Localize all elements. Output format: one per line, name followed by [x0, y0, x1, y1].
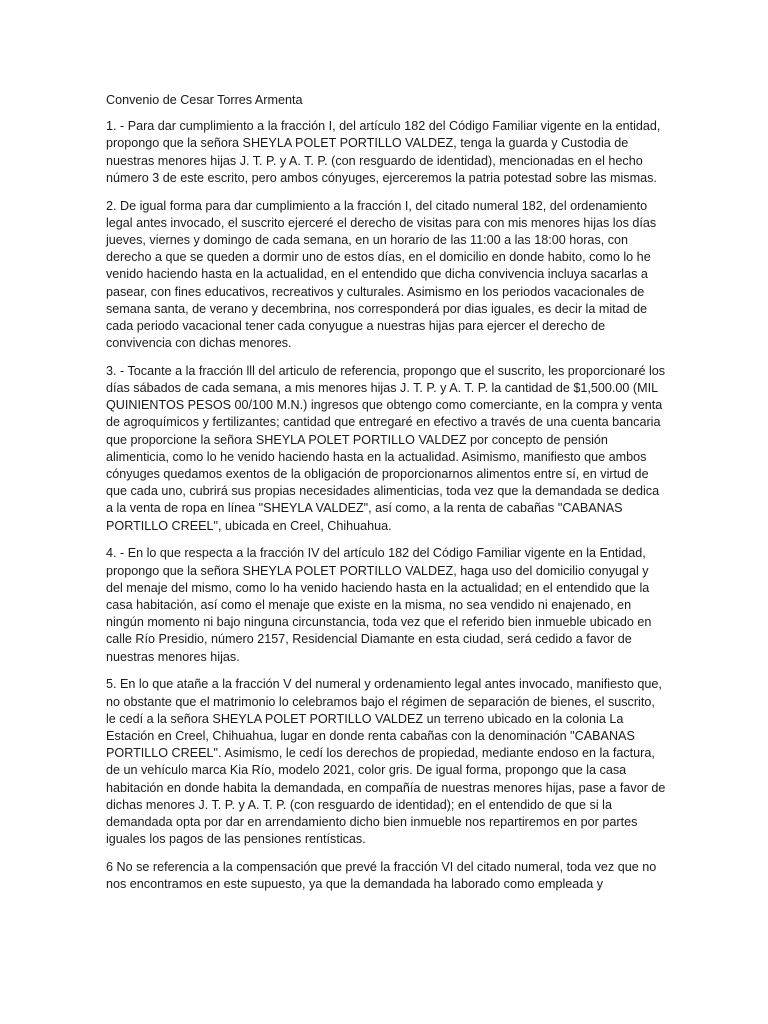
paragraph-3: 3. - Tocante a la fracción lll del articulo de referencia, propongo que el suscrito, les proporcionaré los días sábados de cada semana, a mis menores hijas J. T. P. y A. T. P. la cantidad de $1,500.00 (MIL QUINIENTOS PESOS 00/100 M.N.) ingresos que obtengo como comerciante, en la compra y venta de agroquímicos y fertilizantes; cantidad que entregaré en efectivo a través de una cuenta bancaria que proporcione la señora SHEYLA POLET PORTILLO VALDEZ por concepto de pensión alimenticia, como lo he venido haciendo hasta en la actualidad. Asimismo, manifiesto que ambos cónyuges quedamos exentos de la obligación de proporcionarnos alimentos entre sí, en virtud de que cada uno, cubrirá sus propias necesidades alimenticias, toda vez que la demandada se dedica a la venta de ropa en línea "SHEYLA VALDEZ", así como, a la renta de cabañas "CABANAS PORTILLO CREEL", ubicada en Creel, Chihuahua.	[106, 363, 666, 533]
paragraph-4: 4. - En lo que respecta a la fracción IV del artículo 182 del Código Familiar vigente en la Entidad, propongo que la señora SHEYLA POLET PORTILLO VALDEZ, haga uso del domicilio conyugal y del menaje del mismo, como lo ha venido haciendo hasta en la actualidad; en el entendido que la casa habitación, así como el menaje que existe en la misma, no sea vendido ni enajenado, en ningún momento ni bajo ninguna circunstancia, toda vez que el referido bien inmueble ubicado en calle Río Presidio, número 2157, Residencial Diamante en esta ciudad, será cedido a favor de nuestras menores hijas.	[106, 546, 652, 664]
document-title: Convenio de Cesar Torres Armenta	[106, 93, 303, 107]
paragraph-2: 2. De igual forma para dar cumplimiento a la fracción I, del citado numeral 182, del ordenamiento legal antes invocado, el suscrito ejerceré el derecho de visitas para con mis menores hijas los días jueves, viernes y domingo de cada semana, en un horario de las 11:00 a las 18:00 horas, con derecho a que se queden a dormir uno de estos días, en el domicilio en donde habito, como lo he venido haciendo hasta en la actualidad, en el entendido que dicha convivencia incluya sacarlas a pasear, con fines educativos, recreativos y culturales. Asimismo en los periodos vacacionales de semana santa, de verano y decembrina, nos corresponderá por dias iguales, es decir la mitad de cada periodo vacacional tener cada conyugue a nuestras hijas para ejercer el derecho de convivencia con dichas menores.	[106, 198, 657, 351]
paragraph-1: 1. - Para dar cumplimiento a la fracción I, del artículo 182 del Código Familiar vigente en la entidad, propongo que la señora SHEYLA POLET PORTILLO VALDEZ, tenga la guarda y Custodia de nuestras menores hijas J. T. P. y A. T. P. (con resguardo de identidad), mencionadas en el hecho número 3 de este escrito, pero ambos cónyuges, ejerceremos la patria potestad sobre las mismas.	[106, 119, 661, 185]
paragraph-5: 5. En lo que atañe a la fracción V del numeral y ordenamiento legal antes invocado, manifiesto que, no obstante que el matrimonio lo celebramos bajo el régimen de separación de bienes, el suscrito, le cedí a la señora SHEYLA POLET PORTILLO VALDEZ un terreno ubicado en la colonia La Estación en Creel, Chihuahua, lugar en donde renta cabañas con la denominación "CABANAS PORTILLO CREEL". Asimismo, le cedí los derechos de propiedad, mediante endoso en la factura, de un vehículo marca Kia Río, modelo 2021, color gris. De igual forma, propongo que la casa habitación en donde habita la demandada, en compañía de nuestras menores hijas, pase a favor de dichas menores J. T. P. y A. T. P. (con resguardo de identidad); en el entendido de que si la demandada opta por dar en arrendamiento dicho bien inmueble nos repartiremos en por partes iguales los pagos de las pensiones rentísticas.	[106, 677, 666, 847]
paragraph-6: 6 No se referencia a la compensación que prevé la fracción VI del citado numeral, toda vez que no nos encontramos en este supuesto, ya que la demandada ha laborado como empleada y	[106, 859, 657, 892]
